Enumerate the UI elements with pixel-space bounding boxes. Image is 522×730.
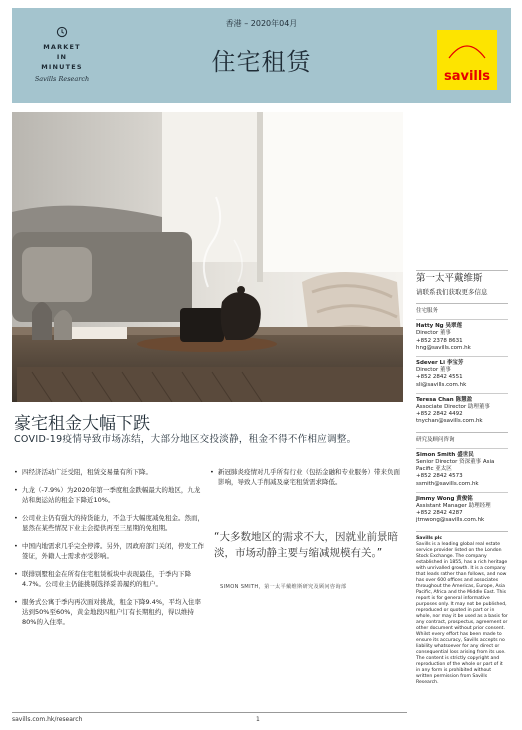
bullet-item: • 服务式公寓于季内再次面对挑战，租金下降9.4%，平均入住率达到50%至60%，黄金地段四租户订有长期租约，得以维持80%的入住率。 [14,597,204,627]
contact-card [416,492,508,525]
contacts-sidebar [416,270,508,686]
series-source: Savills Research [34,75,90,83]
contact-phone[interactable]: +852 2378 8631 [416,337,463,344]
bullet-item: • 四经济活动广泛受阻，租赁交易量有所下降。 [14,467,204,477]
about-text: Savills is a leading global real estate service provider listed on the London Stock Exchange. The company established in 1855, has a rich heritage with unrivalled growth. It is a company that leads rather than follows, and now has over 600 offices and associates throughout the Americas, Europe, Asia Pacific, Africa and the Middle East. This report is for general informative purposes only. It may not be published, reproduced or quoted in part or in whole, nor may it be used as a basis for any contract, prospectus, agreement or other document without prior consent. Whilst every effort has been made to ensure its accuracy, Savills accepts no liability whatsoever for any direct or consequential loss arising from its use. The content is strictly copyright and reproduction of the whole or part of it in any form is prohibited without written permission from Savills Research. [416,541,508,685]
logo-wordmark: savills [443,69,491,84]
footer-url[interactable]: savills.com.hk/research [12,716,83,723]
contact-card [416,393,508,426]
savills-logo[interactable] [437,30,497,90]
section-title: 住宅服务 [416,308,439,314]
contact-name: Teresa Chan 陈慧盈 [416,396,473,403]
contact-role: Senior Director 资深董事 Asia Pacific 亚太区 [416,459,495,473]
contact-email[interactable]: ssmith@savills.com.hk [416,480,479,487]
contact-email[interactable]: jtmwong@savills.com.hk [416,517,485,524]
hero-photo [12,112,403,402]
contact-email[interactable]: tnychan@savills.com.hk [416,418,483,425]
article-deck: COVID-19疫情导致市场冻结，大部分地区交投淡静，租金不得不作相应调整。 [14,434,357,445]
contact-email[interactable]: sli@savills.com.hk [416,381,467,388]
series-line-1: MARKET [43,43,81,51]
contact-card [416,356,508,389]
sidebar-section-research [416,432,508,525]
contact-phone[interactable]: +852 2842 4573 [416,473,463,480]
pull-quote: “大多数地区的需求不大，因就业前景暗淡，市场动静主要与缩减规模有关。” [214,531,398,559]
article-headline: 豪宅租金大幅下跌 [14,414,150,434]
contact-name: Hatty Ng 吴翠莲 [416,323,463,330]
footer-divider [12,712,407,713]
bullets-right [210,467,400,495]
contact-card [416,448,508,488]
contact-name: Simon Smith 盛世民 [416,451,474,458]
bullets-left [14,467,204,635]
pull-quote-source: SIMON SMITH，第一太平戴维斯研究及顾问咨询部 [220,584,347,590]
report-date: 香港 – 2020年04月 [225,19,298,28]
header-band [12,8,511,103]
sidebar-intro: 请联系我们获取更多信息 [416,288,488,296]
contact-email[interactable]: hng@savills.com.hk [416,344,471,351]
bullet-item: • 公司业主仍有强大的持货能力，不急于大幅度减免租金。然而，显然在某些情况下业主会提供再至三星期的免租期。 [14,513,204,533]
contact-name: Sdever Li 李宝芳 [416,360,464,367]
sidebar-section-residential [416,303,508,426]
report-title: 住宅租赁 [211,48,312,76]
page-number: 1 [256,716,260,723]
contact-role: Director 董事 [416,367,451,374]
contact-role: Associate Director 助理董事 [416,404,490,411]
sidebar-title: 第一太平戴维斯 [416,270,508,285]
series-line-2: IN [56,53,68,61]
contact-role: Assistant Manager 助理经理 [416,503,491,510]
series-line-3: MINUTES [41,63,83,71]
bullet-item: • 联排别墅租金在所有住宅租赁板块中表现最佳，于季内下降4.7%。公司业主仍能挑剔选择妥善履约的租户。 [14,569,204,589]
contact-role: Director 董事 [416,330,451,337]
contact-name: Jimmy Wong 黄俊铭 [416,495,473,502]
contact-card [416,319,508,352]
contact-phone[interactable]: +852 2842 4551 [416,374,463,381]
logo-mark-icon [445,38,489,62]
section-title: 研究及顾问咨询 [416,436,455,443]
contact-phone[interactable]: +852 2842 4492 [416,411,463,418]
about-savills [416,531,508,686]
bullet-item: • 九龙（-7.9%）为2020年第一季度租金跌幅最大的地区，九龙站和奥运站的租金下降近10%。 [14,485,204,505]
bullet-item: • 新冠肺炎疫情对几乎所有行业（包括金融和专业服务）带来负面影响，导致人手削减及豪宅租赁需求降低。 [210,467,400,487]
bullet-item: • 中国内地需求几乎完全停滞。另外，因政府部门关闭，停发工作签证，外籍人士需求亦受影响。 [14,541,204,561]
contact-phone[interactable]: +852 2842 4287 [416,510,463,517]
about-title: Savills plc [416,535,443,541]
